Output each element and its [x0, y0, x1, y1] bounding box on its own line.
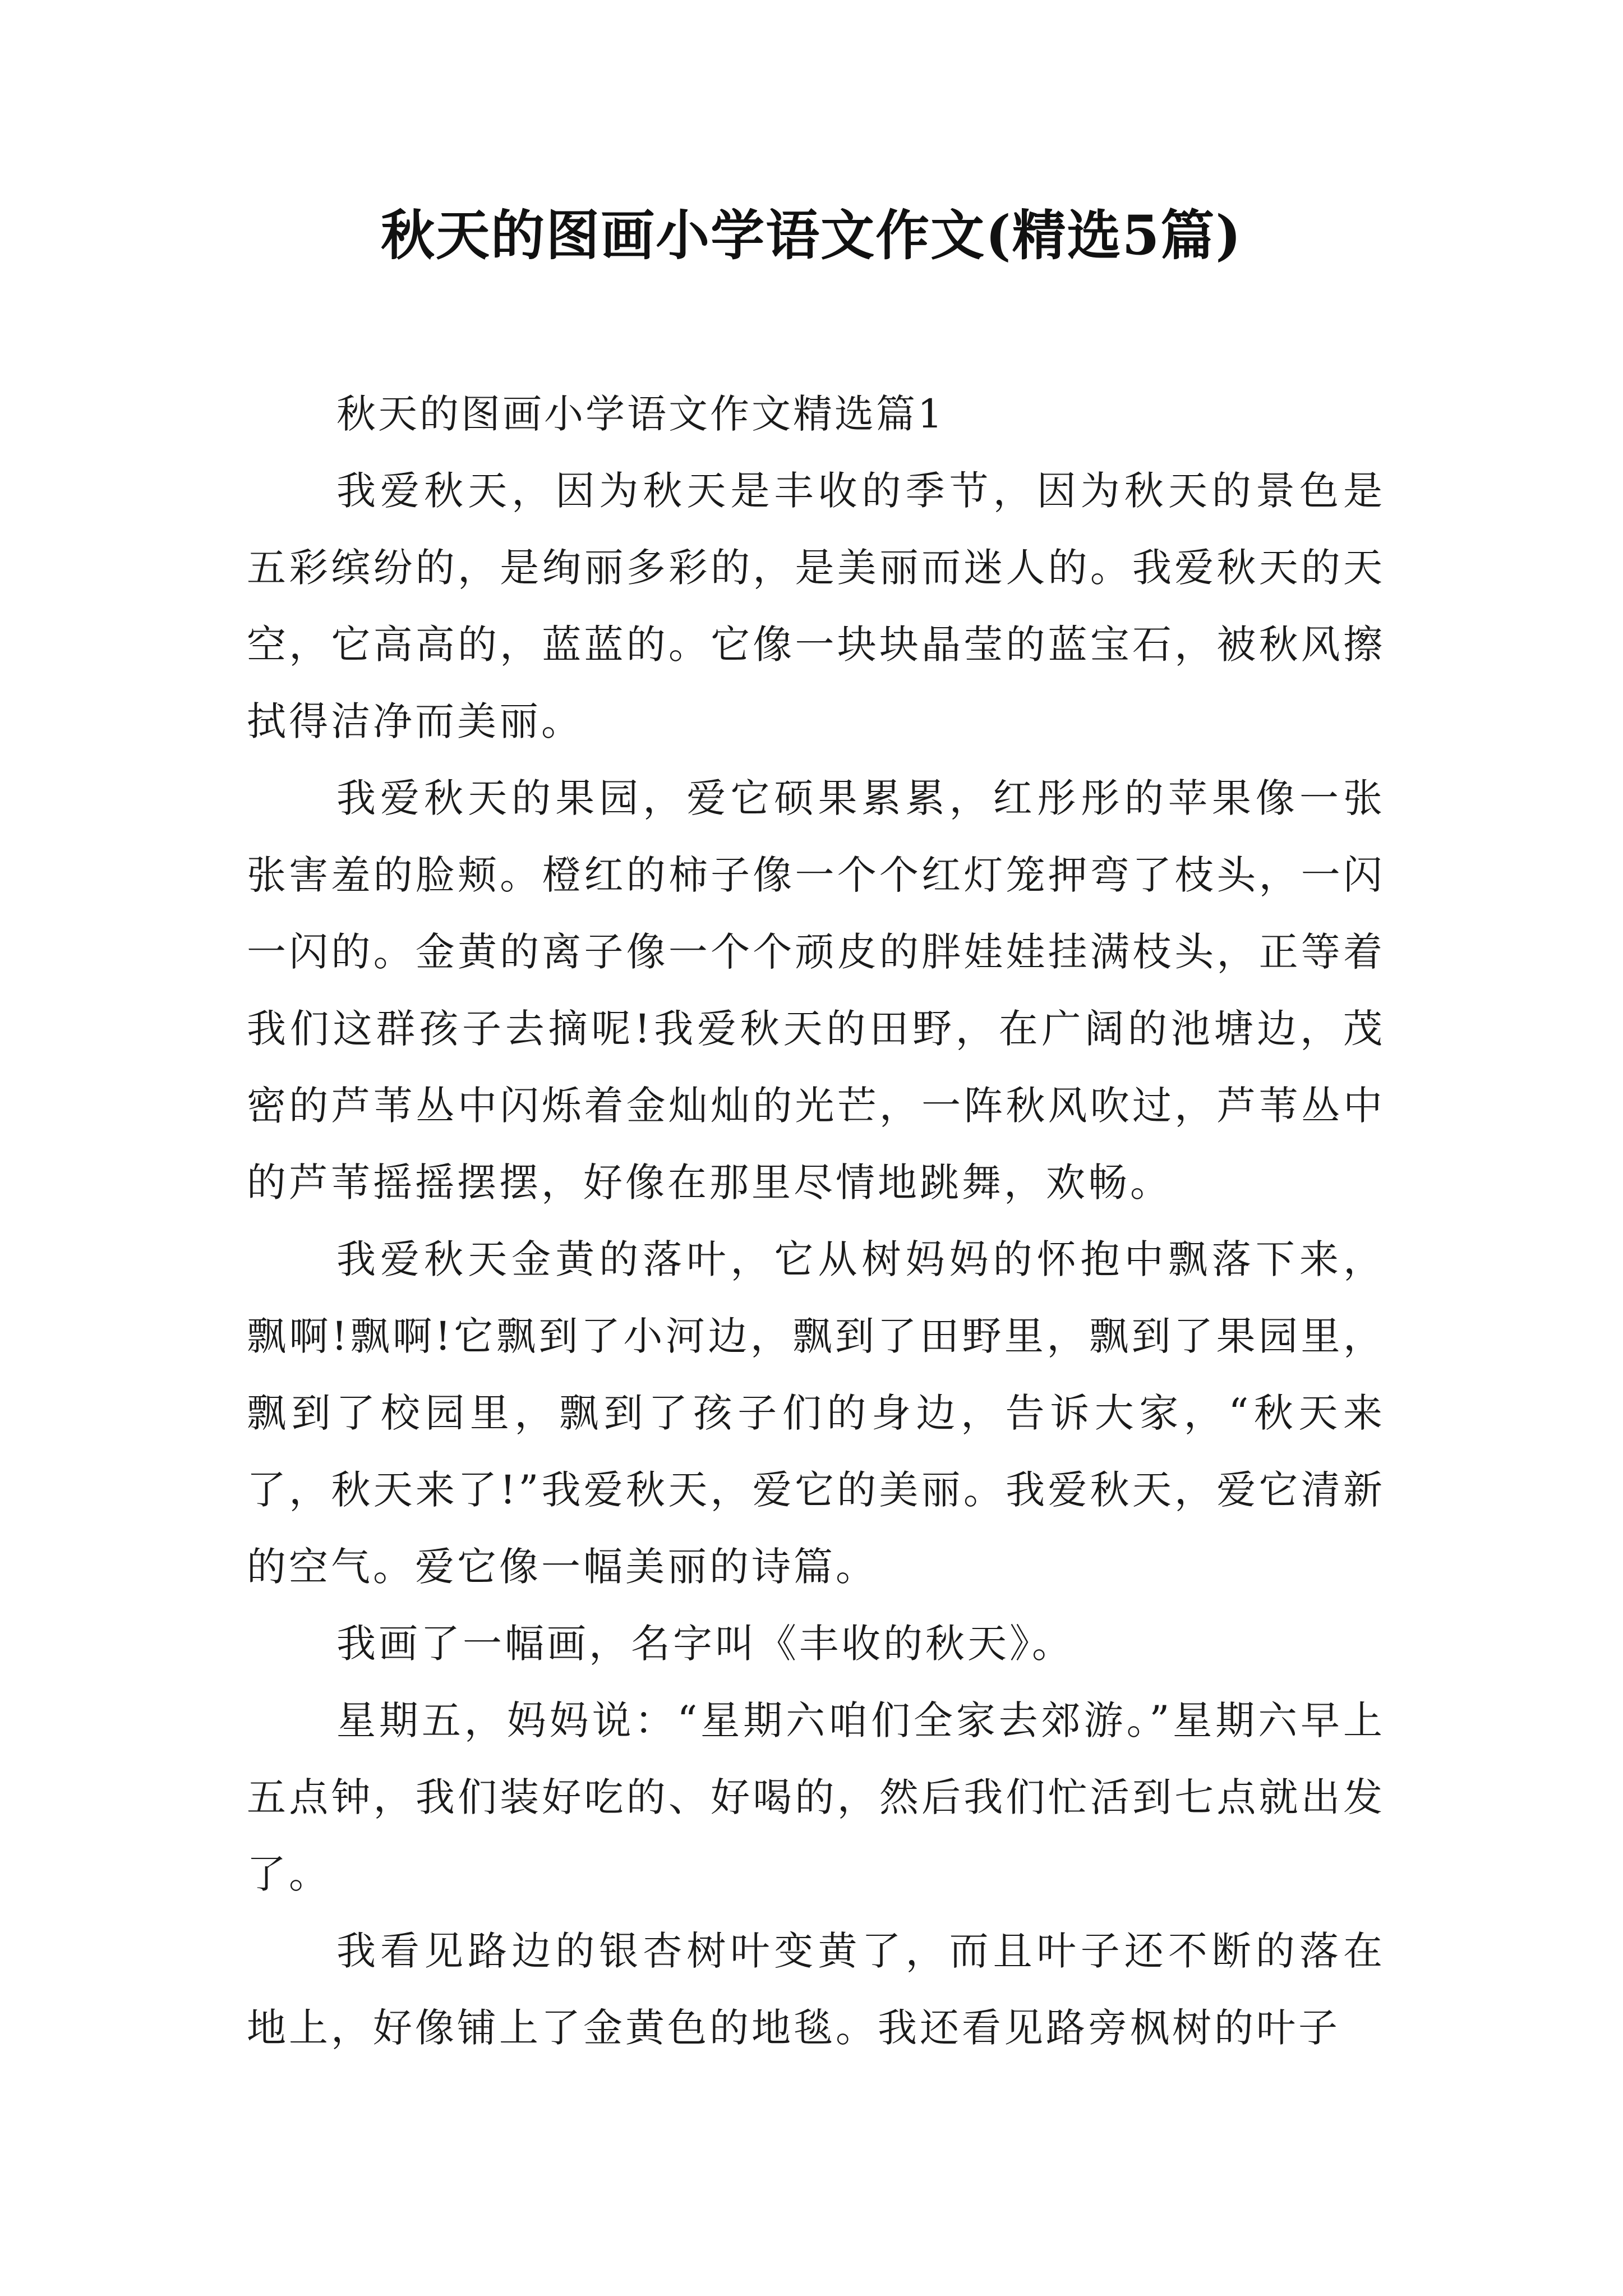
paragraph-4: 我画了一幅画，名字叫《丰收的秋天》。: [336, 1621, 1074, 1667]
paragraph-3: 我爱秋天金黄的落叶，它从树妈妈的怀抱中飘落下来，飘啊!飘啊!它飘到了小河边，飘到了田野里，飘到了果园里，飘到了校园里，飘到了孩子们的身边，告诉大家，“秋天来了，秋天来了!”我爱秋天，爱它的美丽。我爱秋天，爱它清新的空气。爱它像一幅美丽的诗篇。: [247, 1236, 1385, 1590]
document-title: 秋天的图画小学语文作文(精选5篇): [381, 204, 1242, 267]
paragraph-5: 星期五，妈妈说：“星期六咱们全家去郊游。”星期六早上五点钟，我们装好吃的、好喝的，然后我们忙活到七点就出发了。: [247, 1697, 1385, 1897]
paragraph-1: 我爱秋天，因为秋天是丰收的季节，因为秋天的景色是五彩缤纷的，是绚丽多彩的，是美丽而迷人的。我爱秋天的天空，它高高的，蓝蓝的。它像一块块晶莹的蓝宝石，被秋风擦拭得洁净而美丽。: [247, 468, 1385, 744]
paragraph-6: 我看见路边的银杏树叶变黄了，而且叶子还不断的落在地上，好像铺上了金黄色的地毯。我还看见路旁枫树的叶子: [247, 1928, 1385, 2051]
section-heading: 秋天的图画小学语文作文精选篇1: [336, 391, 945, 437]
document-body: [247, 376, 1385, 2067]
paragraph-2: 我爱秋天的果园，爱它硕果累累，红彤彤的苹果像一张张害羞的脸颊。橙红的柿子像一个个红灯笼押弯了枝头，一闪一闪的。金黄的离子像一个个顽皮的胖娃娃挂满枝头，正等着我们这群孩子去摘呢!我爱秋天的田野，在广阔的池塘边，茂密的芦苇丛中闪烁着金灿灿的光芒，一阵秋风吹过，芦苇丛中的芦苇摇摇摆摆，好像在那里尽情地跳舞，欢畅。: [247, 775, 1385, 1205]
